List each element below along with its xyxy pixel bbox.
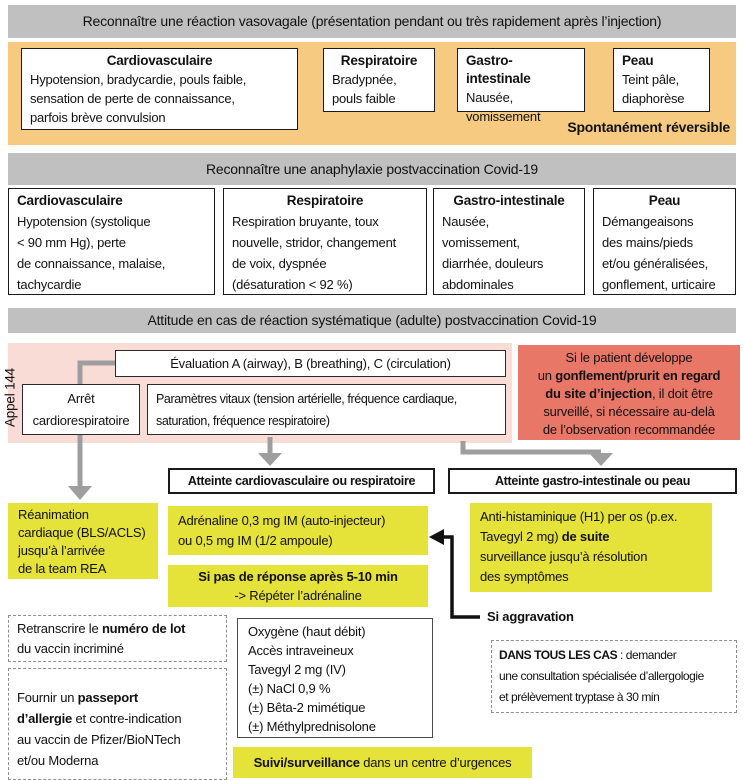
note-spontanement-reversible: Spontanément réversible: [567, 119, 730, 135]
box-line: diaphorèse: [622, 91, 685, 106]
note-line: [17, 708, 226, 729]
note-text: Fournir un: [17, 690, 78, 705]
box-line: et/ou généralisées,: [602, 256, 709, 271]
parametres-line: saturation, fréquence respiratoire): [156, 414, 330, 428]
warning-line: [518, 385, 740, 403]
box-line: (désaturation < 92 %): [232, 277, 353, 292]
note-text-bold: d’allergie: [17, 711, 73, 726]
action-line: [480, 527, 712, 547]
box-line: nouvelle, stridor, changement: [232, 235, 397, 250]
action-line: surveillance jusqu’à résolution: [480, 549, 648, 564]
note-line: une consultation spécialisée d’allergologie: [499, 669, 704, 683]
box-parametres-vitaux: [147, 384, 506, 435]
suivi-text-bold: Suivi/surveillance: [253, 755, 360, 770]
box-evaluation-abc: [115, 350, 506, 377]
banner-vasovagale-text: Reconnaître une réaction vasovagale (présentation pendant ou très rapidement après l’injection): [82, 13, 662, 29]
banner-attitude: [8, 308, 736, 333]
box-line: Respiration bruyante, toux: [232, 214, 379, 229]
box-title: Gastro-intestinale: [466, 53, 531, 86]
box-line: abdominales: [442, 277, 514, 292]
note-text-bold: passeport: [77, 690, 139, 705]
box-title: Cardiovasculaire: [17, 193, 123, 208]
warning-text: un: [537, 368, 556, 383]
arrowhead-down-cardio: [258, 453, 282, 466]
box-line: des mains/pieds: [602, 235, 693, 250]
treatment-line: (±) NaCl 0,9 %: [248, 681, 331, 696]
box-line: Bradypnée,: [332, 72, 397, 87]
box-traitement-urgence: [237, 618, 433, 738]
arret-line: cardiorespiratoire: [32, 413, 130, 428]
banner-suivi-surveillance: [233, 747, 532, 778]
banner-vasovagale: [8, 5, 736, 38]
box-line: de voix, dyspnée: [232, 256, 327, 271]
action-line-bold: Si pas de réponse après 5-10 min: [198, 569, 398, 584]
treatment-line: (±) Bêta-2 mimétique: [248, 700, 366, 715]
label-appel-144: Appel 144: [2, 368, 18, 428]
note-line: du vaccin incriminé: [17, 641, 124, 656]
action-line: Adrénaline 0,3 mg IM (auto-injecteur): [178, 513, 386, 528]
arret-line: Arrêt: [67, 391, 95, 406]
warning-gonflement-site-injection: [518, 345, 740, 440]
box-title: Respiratoire: [286, 193, 364, 208]
box-line: vomissement,: [442, 235, 520, 250]
box-line: Nausée,: [442, 214, 490, 229]
warning-text: , il doit être: [651, 386, 713, 401]
treatment-line: Oxygène (haut débit): [248, 624, 366, 639]
arrowhead-left-adrenaline: [429, 529, 444, 545]
header-atteinte-cardio-respiratoire: Atteinte cardiovasculaire ou respiratoire: [168, 468, 435, 494]
box-line: de connaissance, malaise,: [17, 256, 166, 271]
note-line: [499, 645, 732, 666]
box-line: sensation de perte de connaissance,: [30, 91, 235, 106]
note-line: [17, 687, 226, 708]
banner-anaphylaxie: [8, 153, 736, 185]
note-numero-de-lot: [8, 615, 227, 662]
note-passeport-allergie: [8, 668, 227, 780]
anaphylaxie-box-peau: [593, 188, 736, 295]
box-line: < 90 mm Hg), perte: [17, 235, 126, 250]
box-line: Hypotension, bradycardie, pouls faible,: [30, 72, 247, 87]
header-atteinte-gastro-peau: Atteinte gastro-intestinale ou peau: [448, 468, 737, 494]
note-dans-tous-les-cas: [491, 640, 737, 713]
box-title: Respiratoire: [340, 53, 418, 68]
box-title: Peau: [648, 193, 681, 208]
note-text-bold: numéro de lot: [101, 621, 186, 636]
note-text: : demander: [617, 648, 677, 662]
vasovagale-box-cardiovasculaire: [21, 48, 298, 130]
action-line: de la team REA: [18, 561, 107, 576]
warning-text-bold: gonflement/prurit en regard: [555, 368, 721, 383]
box-line: Démangeaisons: [602, 214, 694, 229]
vasovagale-box-peau: [613, 48, 710, 112]
anaphylaxie-box-gastro: [433, 188, 585, 295]
action-line: jusqu’à l’arrivée: [18, 543, 105, 558]
note-line: et/ou Moderna: [17, 753, 99, 768]
arrowhead-down-reanimation: [68, 486, 92, 500]
warning-line: surveillé, si nécessaire au-delà: [543, 404, 715, 419]
suivi-text: dans un centre d’urgences: [359, 755, 512, 770]
treatment-line: (±) Méthylprednisolone: [248, 719, 376, 734]
action-line: Anti-histaminique (H1) per os (p.ex.: [480, 509, 678, 524]
action-line: cardiaque (BLS/ACLS): [18, 525, 146, 540]
action-line: ou 0,5 mg IM (1/2 ampoule): [178, 533, 333, 548]
note-line: [17, 619, 226, 639]
action-text: Tavegyl 2 mg): [480, 529, 562, 544]
box-line: diarrhée, douleurs: [442, 256, 544, 271]
box-line: pouls faible: [332, 91, 396, 106]
box-line: Teint pâle,: [622, 72, 680, 87]
box-arret-cardiorespiratoire: [22, 384, 140, 435]
action-reanimation-cardiaque: [8, 503, 158, 579]
note-line: au vaccin de Pfizer/BioNTech: [17, 732, 181, 747]
anaphylaxie-box-respiratoire: [223, 188, 427, 295]
action-antihistaminique: [470, 503, 712, 592]
warning-line: [518, 367, 740, 385]
treatment-line: Accès intraveineux: [248, 643, 354, 658]
action-repeter-adrenaline: [168, 565, 428, 607]
banner-attitude-text: Attitude en cas de réaction systématique (adulte) postvaccination Covid-19: [147, 312, 597, 328]
box-title: Cardiovasculaire: [106, 53, 213, 68]
parametres-line: Paramètres vitaux (tension artérielle, fréquence cardiaque,: [156, 392, 457, 406]
vasovagale-box-gastro: [457, 48, 585, 124]
arrowhead-down-gastro: [589, 453, 613, 466]
action-text-bold: de suite: [561, 529, 610, 544]
action-line: -> Répéter l’adrénaline: [234, 588, 362, 603]
evaluation-text: Évaluation A (airway), B (breathing), C (circulation): [170, 356, 451, 371]
warning-line: de l’observation recommandée: [542, 422, 716, 437]
treatment-line: Tavegyl 2 mg (IV): [248, 662, 346, 677]
banner-anaphylaxie-text: Reconnaître une anaphylaxie postvaccination Covid-19: [205, 161, 539, 177]
action-adrenaline: [168, 506, 428, 555]
action-line: des symptômes: [480, 569, 569, 584]
anaphylaxie-box-cardiovasculaire: [8, 188, 215, 295]
vasovagale-box-respiratoire: [323, 48, 435, 112]
action-line: Réanimation: [18, 507, 89, 522]
box-line: tachycardie: [17, 277, 82, 292]
note-text-bold: DANS TOUS LES CAS: [499, 648, 618, 662]
note-text: et contre-indication: [72, 711, 182, 726]
box-line: vomissement: [466, 109, 541, 124]
box-title: Peau: [622, 53, 654, 68]
box-line: gonflement, urticaire: [602, 277, 716, 292]
box-line: parfois brève convulsion: [30, 110, 166, 125]
note-text: Retranscrire le: [17, 621, 102, 636]
box-line: Nausée,: [466, 90, 514, 105]
box-line: Hypotension (systolique: [17, 214, 151, 229]
warning-text-bold: du site d’injection: [545, 386, 652, 401]
box-title: Gastro-intestinale: [453, 193, 565, 208]
label-si-aggravation: Si aggravation: [487, 609, 574, 624]
warning-line: Si le patient développe: [565, 350, 693, 365]
note-line: et prélèvement tryptase à 30 min: [499, 690, 660, 704]
